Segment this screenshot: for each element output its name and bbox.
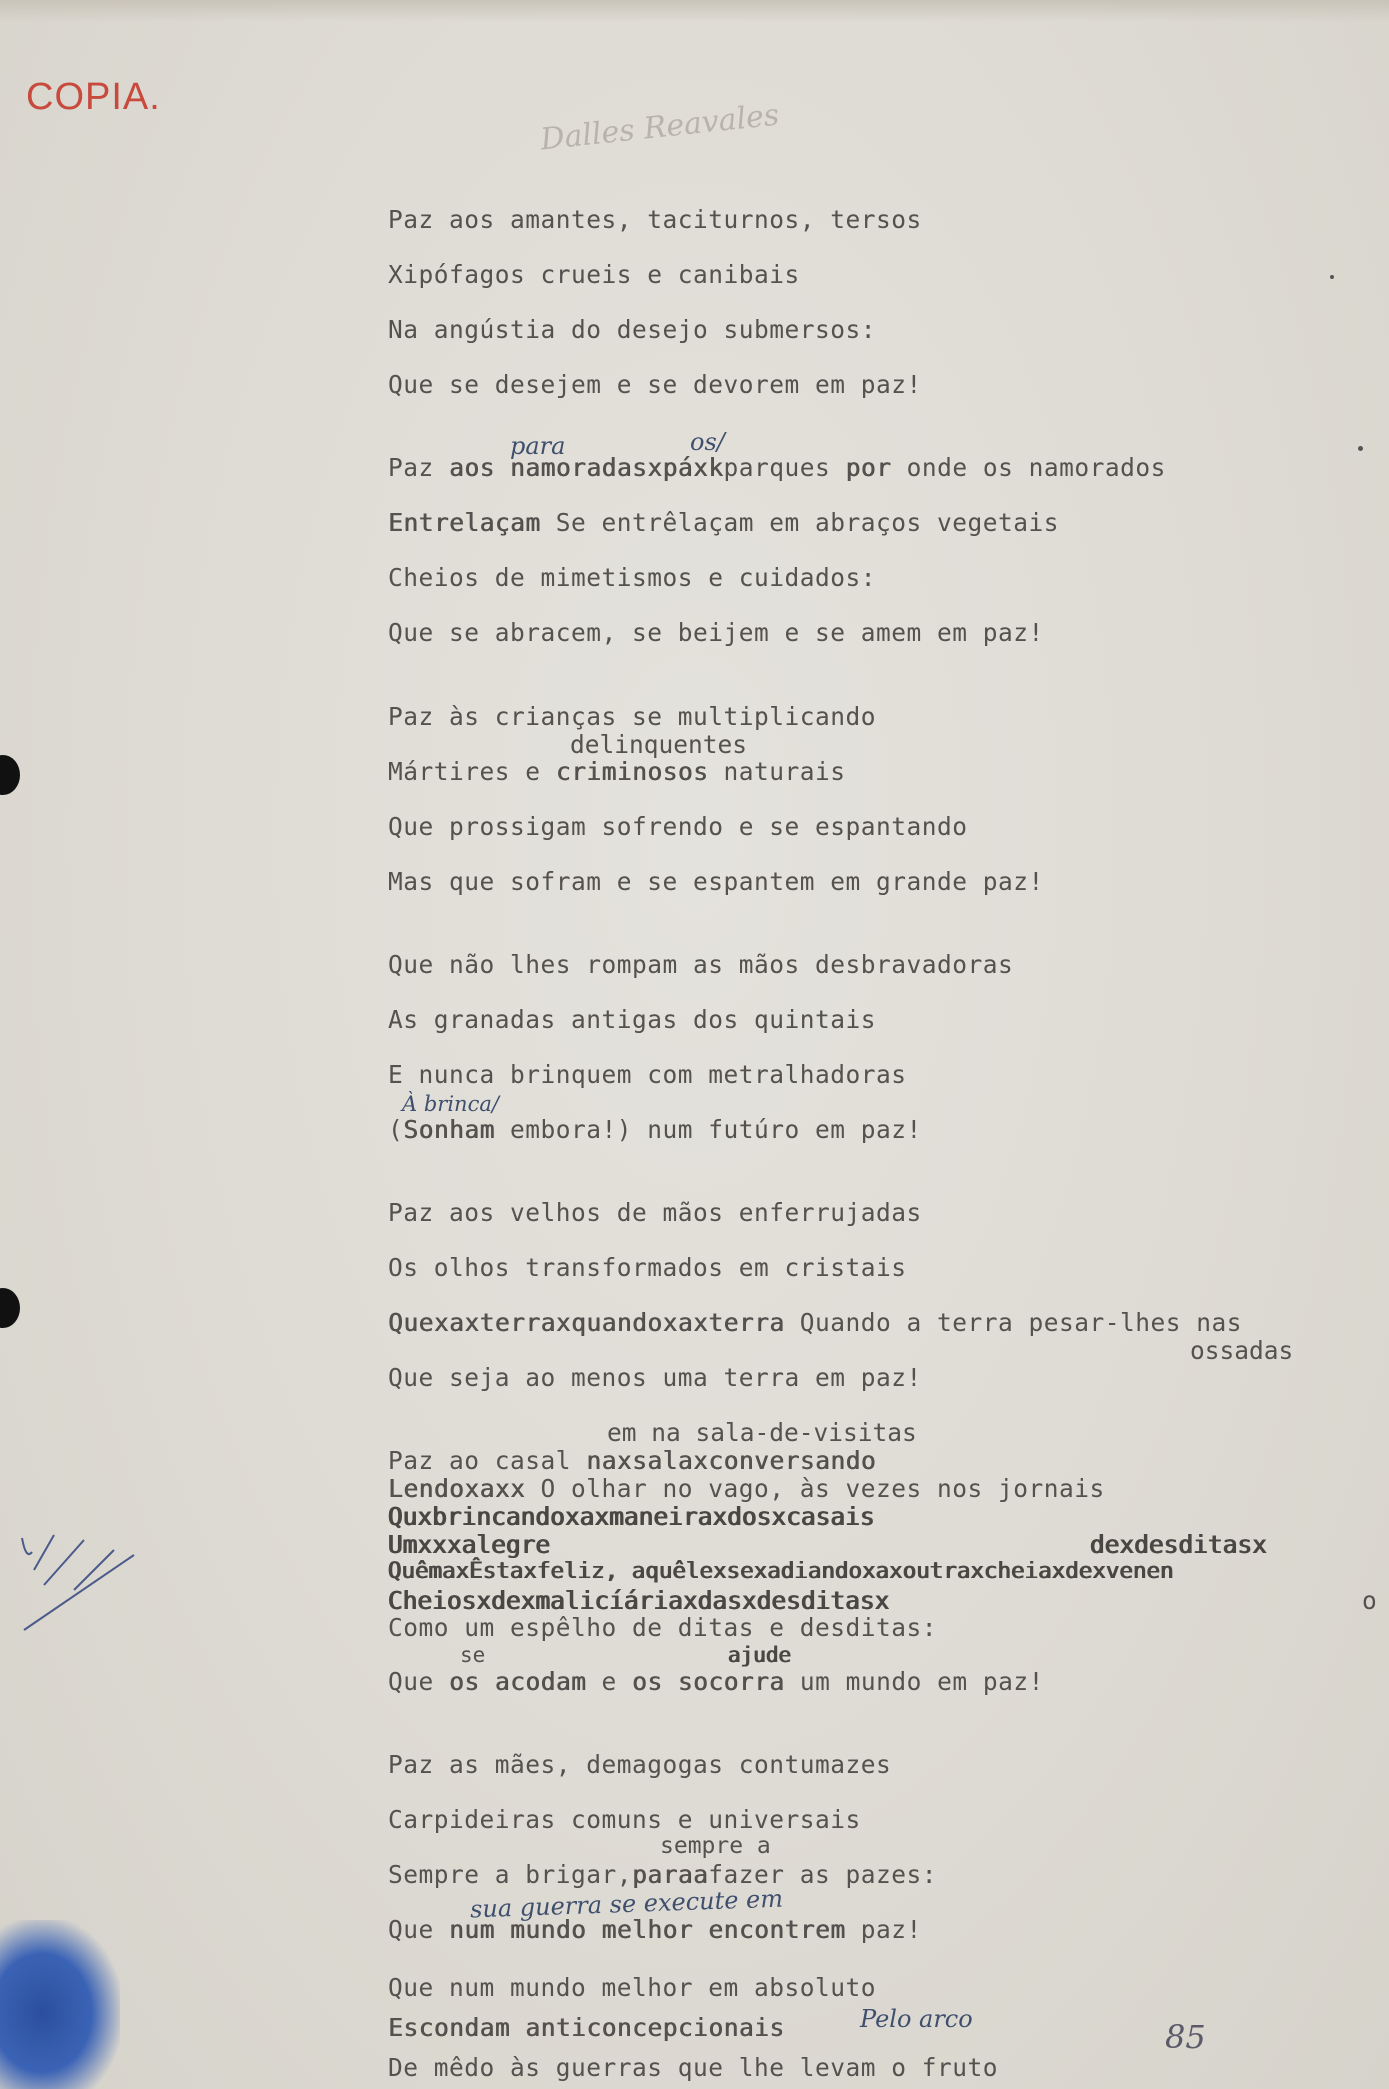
struck-text: naxsalaxconversando bbox=[586, 1446, 877, 1475]
stanza5-line3: Quexaxterraxquandoxaxterra Quando a terra pesar-lhes nas bbox=[388, 1308, 1243, 1337]
stray-letter: o bbox=[1362, 1586, 1377, 1615]
stanza7-line2: Carpideiras comuns e universais bbox=[388, 1805, 861, 1834]
paper-speck bbox=[1358, 446, 1363, 451]
struck-text: num mundo melhor encontrem bbox=[449, 1915, 846, 1944]
stanza1-line3: Na angústia do desejo submersos: bbox=[388, 315, 877, 344]
struck-text: Quexaxterraxquandoxaxterra bbox=[388, 1308, 785, 1337]
stanza5-line1: Paz aos velhos de mãos enferrujadas bbox=[388, 1198, 922, 1227]
stanza1-line1: Paz aos amantes, taciturnos, tersos bbox=[388, 205, 922, 234]
struck-text: aos namoradasxpáxk bbox=[449, 453, 724, 482]
struck-text: os socorra bbox=[632, 1667, 785, 1696]
stanza5-line2: Os olhos transformados em cristais bbox=[388, 1253, 907, 1282]
typed-insert-delinquentes: delinquentes bbox=[570, 730, 748, 759]
struck-line-right: dexdesditasx bbox=[1090, 1530, 1268, 1559]
typed-insert-sempre: sempre a bbox=[660, 1833, 771, 1859]
copia-stamp: COPIA. bbox=[26, 76, 161, 118]
stanza2-line3: Cheios de mimetismos e cuidados: bbox=[388, 563, 877, 592]
punch-hole-upper bbox=[0, 755, 20, 795]
stanza2-line1: Paz aos namoradasxpáxkparques por onde os namorados bbox=[388, 453, 1166, 482]
handwritten-sua-guerra: sua guerra se execute em bbox=[469, 1884, 784, 1924]
typed-insert-sala: em na sala-de-visitas bbox=[607, 1418, 917, 1447]
stanza5-line4: Que seja ao menos uma terra em paz! bbox=[388, 1363, 922, 1392]
stanza1-line4: Que se desejem e se devorem em paz! bbox=[388, 370, 922, 399]
struck-text: por bbox=[845, 453, 892, 482]
struck-text: os acodam bbox=[449, 1667, 587, 1696]
stanza4-line2: As granadas antigas dos quintais bbox=[388, 1005, 877, 1034]
stanza7-line3: Sempre a brigar,paraafazer as pazes: bbox=[388, 1860, 938, 1889]
struck-text: criminosos bbox=[555, 757, 709, 786]
stanza8-line3: De mêdo às guerras que lhe levam o fruto bbox=[388, 2053, 999, 2082]
handwritten-signature-note: Pelo arco bbox=[860, 2005, 973, 2033]
typed-insert-ajude: ajude bbox=[728, 1643, 792, 1667]
stanza3-line1: Paz às crianças se multiplicando bbox=[388, 702, 877, 731]
handwritten-a-brinca: À brinca/ bbox=[402, 1092, 499, 1116]
ink-stain bbox=[0, 1920, 120, 2089]
paper-speck bbox=[1330, 275, 1334, 279]
stanza3-line3: Que prossigam sofrendo e se espantando bbox=[388, 812, 968, 841]
stanza8-line2 bbox=[388, 2013, 785, 2042]
handwritten-para: para bbox=[510, 432, 566, 460]
stanza6-line8: Que os acodam e os socorra um mundo em paz! bbox=[388, 1667, 1044, 1696]
struck-text: Entrelaçam bbox=[388, 508, 541, 537]
torn-top-edge bbox=[0, 0, 1389, 22]
stanza2-line2: Entrelaçam Se entrêlaçam em abraços vegetais bbox=[388, 508, 1060, 537]
stanza1-line2: Xipófagos crueis e canibais bbox=[388, 260, 800, 289]
line-continuation: ossadas bbox=[1190, 1336, 1294, 1365]
struck-line: QuêmaxÊstaxfeliz, aquêlexsexadiandoxaxoutraxcheiaxdexvenen bbox=[388, 1558, 1174, 1584]
stanza7-line1: Paz as mães, demagogas contumazes bbox=[388, 1750, 892, 1779]
stanza4-line3: E nunca brinquem com metralhadoras bbox=[388, 1060, 907, 1089]
struck-text: paraa bbox=[632, 1860, 709, 1889]
punch-hole-lower bbox=[0, 1288, 20, 1328]
struck-line: Umxxxalegre bbox=[388, 1530, 551, 1559]
stanza6-line2: Lendoxaxx O olhar no vago, às vezes nos jornais bbox=[388, 1474, 1105, 1503]
blue-pen-scribble bbox=[14, 1530, 144, 1650]
faint-pencil-note: Dalles Reavales bbox=[538, 97, 781, 158]
stanza4-line1: Que não lhes rompam as mãos desbravadoras bbox=[388, 950, 1014, 979]
stanza2-line4: Que se abracem, se beijem e se amem em paz! bbox=[388, 618, 1044, 647]
handwritten-os: os/ bbox=[690, 428, 725, 456]
stanza4-line4: (Sonham embora!) num futúro em paz! bbox=[388, 1115, 922, 1144]
typed-insert-se: se bbox=[460, 1643, 486, 1667]
stanza6-line1: Paz ao casal naxsalaxconversando bbox=[388, 1446, 877, 1475]
stanza6-line7: Como um espêlho de ditas e desditas: bbox=[388, 1613, 938, 1642]
struck-text: Sonham bbox=[403, 1115, 495, 1144]
stanza3-line2: Mártires e criminosos naturais bbox=[388, 757, 846, 786]
stanza8-line1: Que num mundo melhor em absoluto bbox=[388, 1973, 877, 2002]
stanza3-line4: Mas que sofram e se espantem em grande paz! bbox=[388, 867, 1044, 896]
struck-text: Lendoxaxx bbox=[388, 1474, 526, 1503]
struck-line: Cheiosxdexmalicíáriaxdasxdesditasx bbox=[388, 1586, 890, 1615]
struck-text: Escondam anticoncepcionais bbox=[388, 2013, 785, 2042]
page-number: 85 bbox=[1165, 2018, 1206, 2056]
struck-line: Quxbrincandoxaxmaneiraxdosxcasais bbox=[388, 1502, 875, 1531]
stanza7-line4: Que num mundo melhor encontrem paz! bbox=[388, 1915, 922, 1944]
